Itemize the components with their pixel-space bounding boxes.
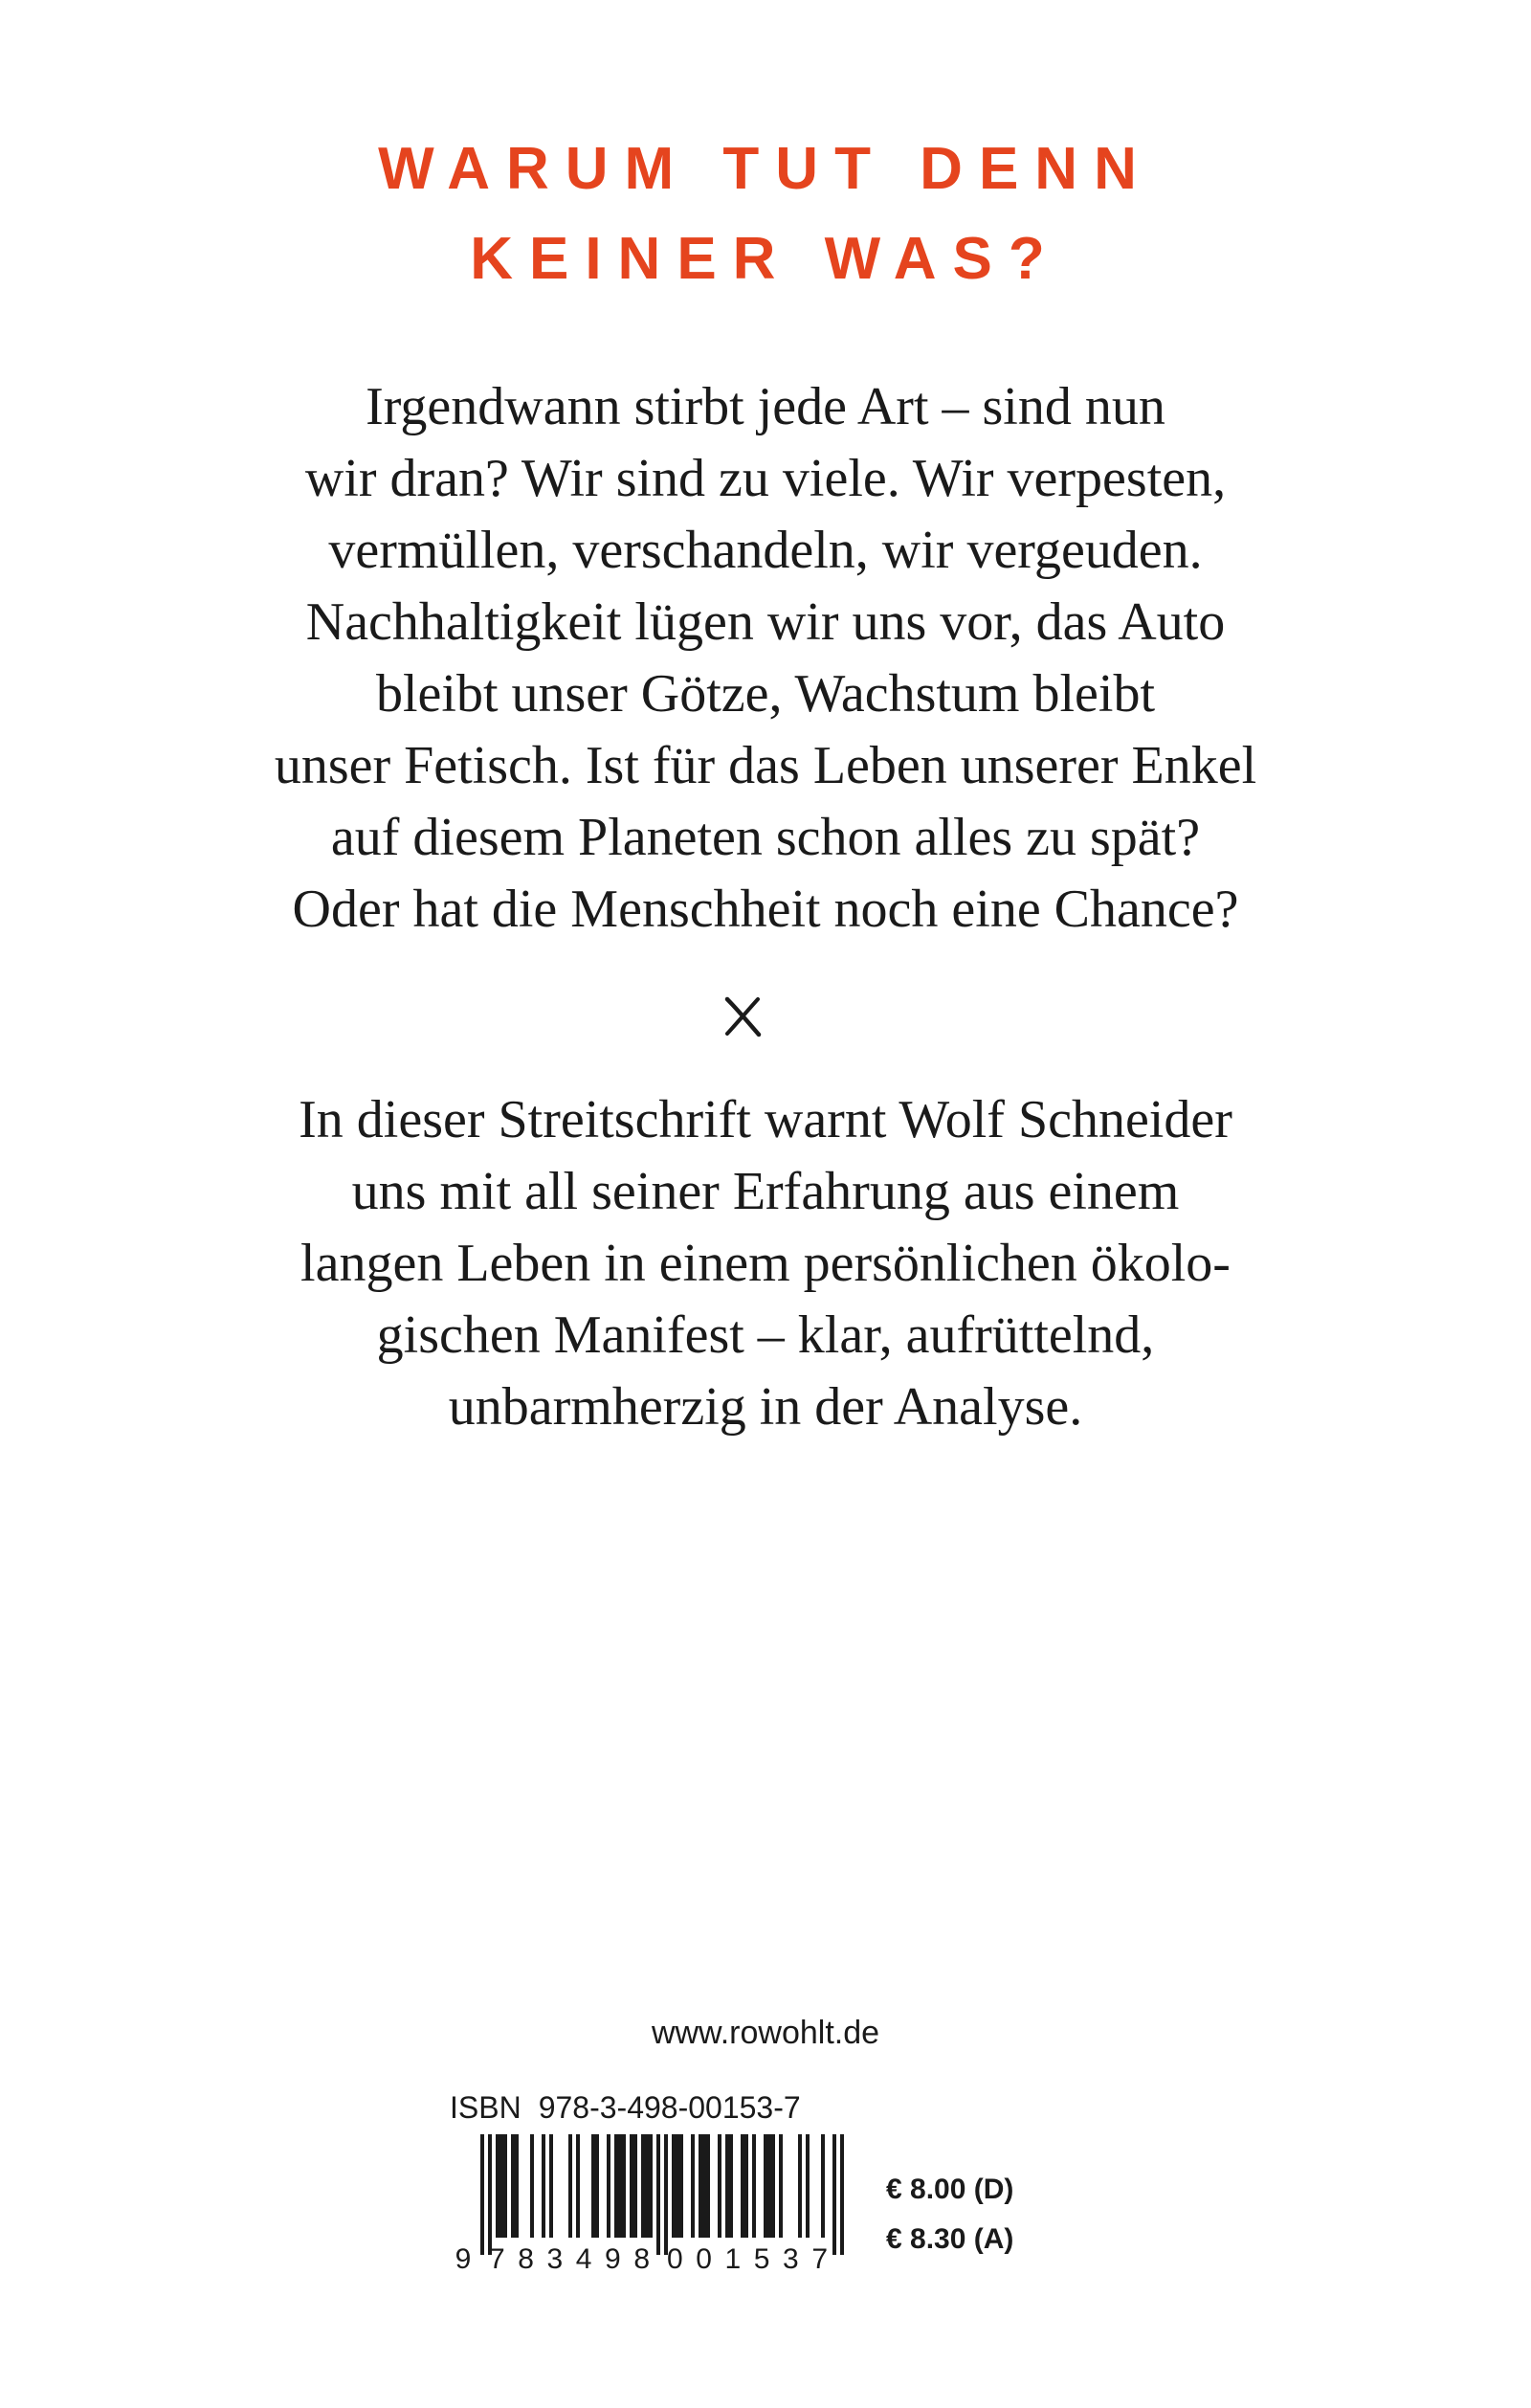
price-block: [886, 2165, 1013, 2264]
barcode-digit-lead: 9: [455, 2243, 472, 2275]
barcode-bar: [576, 2134, 580, 2238]
barcode-bar: [821, 2134, 825, 2238]
barcode-bar: [699, 2134, 702, 2238]
barcode-bar: [614, 2134, 618, 2238]
barcode-bar: [641, 2134, 645, 2238]
blurb-2-line: unbarmherzig in der Analyse.: [448, 1377, 1083, 1437]
blurb-paragraph-2: [0, 1084, 1531, 1443]
barcode-bar: [706, 2134, 710, 2238]
isbn-prefix: ISBN: [450, 2090, 521, 2125]
barcode-bar: [542, 2134, 545, 2238]
barcode-bar: [549, 2134, 553, 2238]
cross-mark-icon: [720, 993, 766, 1039]
back-cover-headline: [0, 124, 1531, 304]
barcode-bar: [767, 2134, 771, 2238]
barcode-bar: [702, 2134, 706, 2238]
barcode-bar: [741, 2134, 744, 2238]
barcode-bar: [488, 2134, 492, 2255]
barcode-bar: [691, 2134, 695, 2238]
isbn-barcode: [450, 2132, 852, 2276]
blurb-1-line: Irgendwann stirbt jede Art – sind nun: [366, 377, 1165, 436]
barcode-bar: [676, 2134, 679, 2238]
blurb-1-line: bleibt unser Götze, Wachstum bleibt: [375, 664, 1156, 724]
blurb-2-line: In dieser Streitschrift warnt Wolf Schneider: [299, 1090, 1232, 1149]
barcode-bar: [764, 2134, 767, 2238]
barcode-bar: [503, 2134, 507, 2238]
barcode-bar: [568, 2134, 572, 2238]
isbn-number: 978-3-498-00153-7: [538, 2090, 801, 2125]
barcode-bar: [656, 2134, 660, 2255]
barcode-bar: [618, 2134, 622, 2238]
barcode-bar: [729, 2134, 733, 2238]
barcode-bar: [679, 2134, 683, 2238]
blurb-2-line: uns mit all seiner Erfahrung aus einem: [351, 1162, 1180, 1221]
blurb-1-line: Oder hat die Menschheit noch eine Chance?: [292, 880, 1239, 939]
blurb-1-line: auf diesem Planeten schon alles zu spät?: [330, 808, 1201, 867]
blurb-1-line: Nachhaltigkeit lügen wir uns vor, das Auto: [305, 592, 1226, 652]
publisher-website: www.rowohlt.de: [651, 2015, 880, 2051]
barcode-bar: [779, 2134, 783, 2238]
blurb-1-line: vermüllen, verschandeln, wir vergeuden.: [328, 521, 1203, 580]
barcode-bar: [515, 2134, 519, 2238]
barcode-bar: [725, 2134, 729, 2238]
barcode-bar: [511, 2134, 515, 2238]
barcode-bar: [798, 2134, 802, 2238]
barcode-bar: [806, 2134, 810, 2238]
price-austria: € 8.30 (A): [886, 2223, 1014, 2255]
barcode-bar: [645, 2134, 649, 2238]
barcode-bar: [530, 2134, 534, 2238]
barcode-bar: [499, 2134, 503, 2238]
barcode-bar: [664, 2134, 668, 2255]
blurb-2-line: langen Leben in einem persönlichen ökolo-: [300, 1234, 1231, 1293]
barcode-bar: [840, 2134, 844, 2255]
blurb-paragraph-1: [0, 371, 1531, 946]
isbn-label: [450, 2088, 852, 2127]
barcode-bar: [832, 2134, 836, 2255]
barcode-bar: [607, 2134, 610, 2238]
barcode-digits-left: 783498: [489, 2243, 650, 2275]
barcode-bar: [718, 2134, 721, 2238]
barcode-bar: [672, 2134, 676, 2238]
barcode-digits-right: 001537: [667, 2243, 828, 2275]
barcode-bar: [622, 2134, 626, 2238]
price-germany: € 8.00 (D): [886, 2174, 1014, 2205]
barcode-bar: [649, 2134, 653, 2238]
blurb-2-line: gischen Manifest – klar, aufrüttelnd,: [376, 1305, 1155, 1365]
barcode-bar: [496, 2134, 499, 2238]
headline-line-2: KEINER WAS?: [470, 226, 1061, 292]
barcode-bar: [744, 2134, 748, 2238]
barcode-bar: [480, 2134, 484, 2255]
blurb-1-line: unser Fetisch. Ist für das Leben unserer Enkel: [274, 736, 1257, 795]
headline-line-1: WARUM TUT DENN: [378, 136, 1153, 202]
barcode-bar: [633, 2134, 637, 2238]
barcode-bars: [480, 2134, 844, 2255]
barcode-bar: [771, 2134, 775, 2238]
barcode-bar: [752, 2134, 756, 2238]
blurb-1-line: wir dran? Wir sind zu viele. Wir verpesten,: [304, 449, 1227, 508]
barcode-bar: [595, 2134, 599, 2238]
barcode-bar: [630, 2134, 633, 2238]
barcode-bar: [591, 2134, 595, 2238]
